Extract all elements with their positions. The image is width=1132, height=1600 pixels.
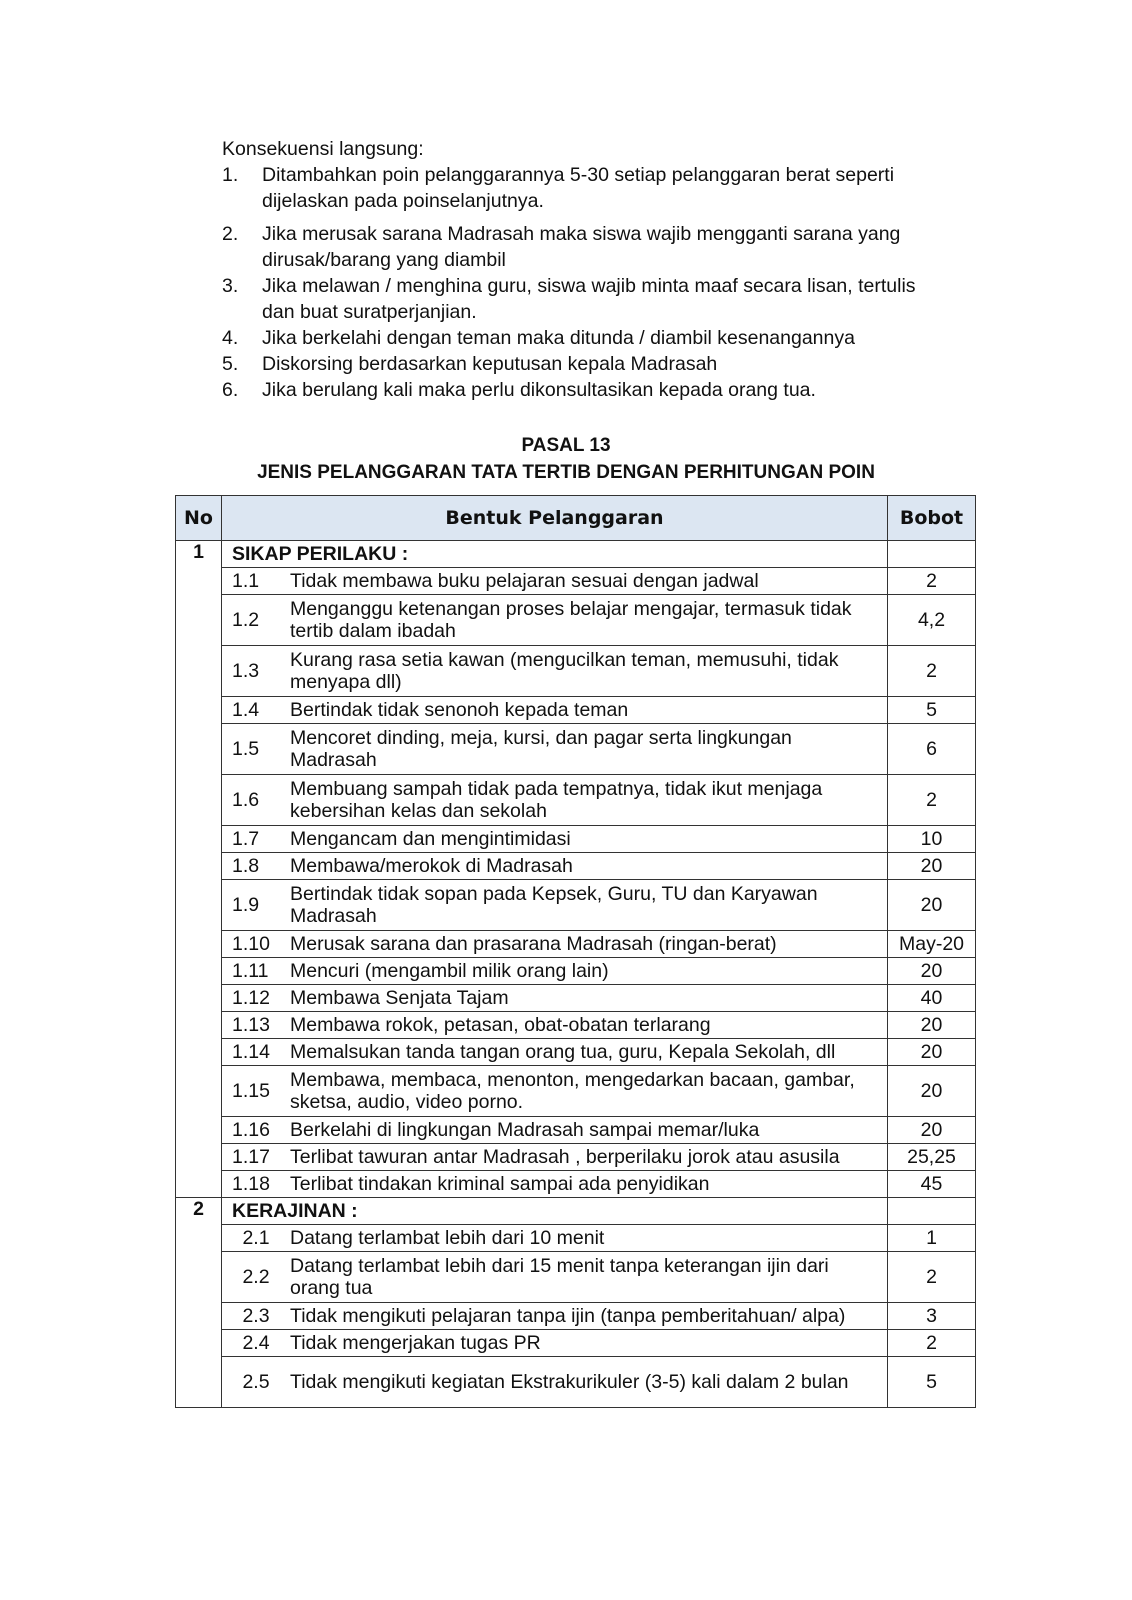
- violation-description: Merusak sarana dan prasarana Madrasah (ringan-berat): [290, 933, 777, 955]
- violation-item: [222, 882, 887, 928]
- violation-weight: 3: [888, 1303, 976, 1330]
- consequence-item: [222, 351, 942, 377]
- violation-cell: [222, 985, 888, 1012]
- consequence-number: 1.: [222, 164, 239, 186]
- violation-weight: 25,25: [888, 1144, 976, 1171]
- violation-weight: 20: [888, 1066, 976, 1117]
- violation-code: 2.2: [242, 1266, 270, 1288]
- consequence-text: Jika merusak sarana Madrasah maka siswa wajib mengganti sarana yang dirusak/barang yang diambil: [262, 223, 901, 271]
- consequence-item: [222, 162, 942, 214]
- violation-cell: [222, 880, 888, 931]
- violation-description: Terlibat tindakan kriminal sampai ada penyidikan: [290, 1173, 710, 1195]
- table-row: [176, 568, 976, 595]
- violation-description: Datang terlambat lebih dari 10 menit: [290, 1227, 605, 1249]
- article-number: PASAL 13: [521, 435, 611, 456]
- violation-weight: 5: [888, 697, 976, 724]
- consequence-item: [222, 377, 942, 403]
- violation-weight: 6: [888, 724, 976, 775]
- table-row: [176, 880, 976, 931]
- group-number: 2: [176, 1198, 222, 1408]
- violation-description: Memalsukan tanda tangan orang tua, guru, Kepala Sekolah, dll: [290, 1041, 836, 1063]
- violation-weight: May-20: [888, 931, 976, 958]
- violation-code: 1.14: [232, 1041, 270, 1063]
- violation-code: 1.6: [232, 789, 260, 811]
- violation-item: [222, 985, 887, 1011]
- violation-description: Membuang sampah tidak pada tempatnya, tidak ikut menjaga kebersihan kelas dan sekolah: [290, 778, 823, 822]
- table-row: [176, 1171, 976, 1198]
- violation-item: [222, 568, 887, 594]
- violation-cell: [222, 1117, 888, 1144]
- table-row: [176, 697, 976, 724]
- violation-code: 1.18: [232, 1173, 270, 1195]
- table-header-row: [176, 496, 976, 541]
- violation-item: [222, 1369, 887, 1395]
- header-violation: Bentuk Pelanggaran: [222, 496, 888, 541]
- violation-description: Bertindak tidak senonoh kepada teman: [290, 699, 629, 721]
- group-header-row: [176, 541, 976, 568]
- table-row: [176, 1303, 976, 1330]
- consequence-number: 2.: [222, 223, 239, 245]
- violation-code: 1.13: [232, 1014, 270, 1036]
- violation-item: [222, 1117, 887, 1143]
- consequence-number: 3.: [222, 275, 239, 297]
- table-row: [176, 1225, 976, 1252]
- violation-code: 1.12: [232, 987, 270, 1009]
- violation-code: 1.9: [232, 894, 260, 916]
- violation-weight: 20: [888, 1039, 976, 1066]
- violation-weight: 1: [888, 1225, 976, 1252]
- violation-weight: 20: [888, 1117, 976, 1144]
- violation-cell: [222, 1039, 888, 1066]
- consequence-item: [222, 273, 942, 325]
- violation-weight: 20: [888, 853, 976, 880]
- violation-description: Mencoret dinding, meja, kursi, dan pagar serta lingkungan Madrasah: [290, 727, 792, 771]
- violation-description: Tidak membawa buku pelajaran sesuai dengan jadwal: [290, 570, 759, 592]
- violation-code: 1.17: [232, 1146, 270, 1168]
- table-row: [176, 646, 976, 697]
- violation-weight: 20: [888, 958, 976, 985]
- violation-cell: [222, 1357, 888, 1408]
- table-row: [176, 958, 976, 985]
- violation-cell: [222, 931, 888, 958]
- consequence-number: 4.: [222, 327, 239, 349]
- violation-code: 1.5: [232, 738, 260, 760]
- violation-item: [222, 1303, 887, 1329]
- table-row: [176, 1012, 976, 1039]
- table-row: [176, 1357, 976, 1408]
- violation-code: 1.3: [232, 660, 260, 682]
- consequence-text: Jika berulang kali maka perlu dikonsultasikan kepada orang tua.: [262, 379, 816, 401]
- consequence-text: Ditambahkan poin pelanggarannya 5-30 setiap pelanggaran berat seperti dijelaskan pada poinselanjutnya.: [262, 164, 895, 212]
- violation-cell: [222, 826, 888, 853]
- violation-description: Membawa Senjata Tajam: [290, 987, 509, 1009]
- violation-item: [222, 958, 887, 984]
- consequence-text: Jika berkelahi dengan teman maka ditunda / diambil kesenangannya: [262, 327, 855, 349]
- violation-item: [222, 597, 887, 643]
- violation-code: 1.10: [232, 933, 270, 955]
- violation-item: [222, 1012, 887, 1038]
- section-heading: [160, 432, 972, 486]
- group-header-row: [176, 1198, 976, 1225]
- violation-item: [222, 931, 887, 957]
- violation-item: [222, 1068, 887, 1114]
- violation-weight: 2: [888, 775, 976, 826]
- violation-cell: [222, 595, 888, 646]
- consequences-section: [222, 136, 942, 403]
- consequence-item: [222, 325, 942, 351]
- violation-cell: [222, 1144, 888, 1171]
- violation-item: [222, 726, 887, 772]
- violation-weight: 2: [888, 1252, 976, 1303]
- header-weight: Bobot: [888, 496, 976, 541]
- table-row: [176, 1330, 976, 1357]
- violation-item: [222, 1254, 887, 1300]
- violation-cell: [222, 568, 888, 595]
- violation-weight: 2: [888, 646, 976, 697]
- violation-cell: [222, 646, 888, 697]
- consequences-list: [222, 162, 942, 403]
- violation-cell: [222, 958, 888, 985]
- table-body: [176, 541, 976, 1408]
- violation-description: Datang terlambat lebih dari 15 menit tanpa keterangan ijin dari orang tua: [290, 1255, 829, 1299]
- violation-weight: 5: [888, 1357, 976, 1408]
- violation-code: 2.4: [242, 1332, 270, 1354]
- violation-code: 2.3: [242, 1305, 270, 1327]
- consequence-text: Diskorsing berdasarkan keputusan kepala Madrasah: [262, 353, 718, 375]
- violation-description: Kurang rasa setia kawan (mengucilkan teman, memusuhi, tidak menyapa dll): [290, 649, 839, 693]
- violation-code: 1.7: [232, 828, 260, 850]
- violation-cell: [222, 1225, 888, 1252]
- table-row: [176, 931, 976, 958]
- violation-weight: 10: [888, 826, 976, 853]
- violation-weight: 40: [888, 985, 976, 1012]
- table-row: [176, 985, 976, 1012]
- violation-code: 1.11: [232, 960, 269, 982]
- violation-code: 1.1: [232, 570, 260, 592]
- violation-item: [222, 648, 887, 694]
- violation-item: [222, 1144, 887, 1170]
- violation-cell: [222, 697, 888, 724]
- violation-cell: [222, 1171, 888, 1198]
- table-row: [176, 1144, 976, 1171]
- violation-cell: [222, 1303, 888, 1330]
- table-row: [176, 595, 976, 646]
- violation-item: [222, 1225, 887, 1251]
- violation-description: Terlibat tawuran antar Madrasah , berperilaku jorok atau asusila: [290, 1146, 840, 1168]
- violation-weight: 20: [888, 880, 976, 931]
- violation-code: 1.2: [232, 609, 260, 631]
- table-row: [176, 826, 976, 853]
- violations-table: [175, 495, 976, 1408]
- table-row: [176, 1117, 976, 1144]
- violation-item: [222, 1171, 887, 1197]
- violation-weight: 20: [888, 1012, 976, 1039]
- violation-cell: [222, 1066, 888, 1117]
- table-row: [176, 775, 976, 826]
- violation-code: 1.15: [232, 1080, 270, 1102]
- table-row: [176, 1039, 976, 1066]
- group-title: KERAJINAN :: [222, 1198, 888, 1225]
- violation-item: [222, 826, 887, 852]
- consequence-text: Jika melawan / menghina guru, siswa wajib minta maaf secara lisan, tertulis dan buat suratperjanjian.: [262, 275, 916, 323]
- violation-description: Berkelahi di lingkungan Madrasah sampai memar/luka: [290, 1119, 760, 1141]
- violation-code: 2.5: [242, 1371, 270, 1393]
- violation-description: Mengancam dan mengintimidasi: [290, 828, 571, 850]
- violation-description: Bertindak tidak sopan pada Kepsek, Guru, TU dan Karyawan Madrasah: [290, 883, 818, 927]
- violation-item: [222, 697, 887, 723]
- group-title: SIKAP PERILAKU :: [222, 541, 888, 568]
- consequences-title: Konsekuensi langsung:: [222, 138, 424, 160]
- consequence-number: 6.: [222, 379, 239, 401]
- violation-description: Mencuri (mengambil milik orang lain): [290, 960, 609, 982]
- violation-cell: [222, 775, 888, 826]
- table-row: [176, 853, 976, 880]
- violation-cell: [222, 1252, 888, 1303]
- violation-description: Membawa, membaca, menonton, mengedarkan bacaan, gambar, sketsa, audio, video porno.: [290, 1069, 855, 1113]
- table-row: [176, 724, 976, 775]
- violation-description: Membawa/merokok di Madrasah: [290, 855, 573, 877]
- violation-description: Tidak mengikuti kegiatan Ekstrakurikuler (3-5) kali dalam 2 bulan: [290, 1371, 849, 1393]
- consequence-item: [222, 221, 942, 273]
- violation-code: 2.1: [242, 1227, 270, 1249]
- violation-item: [222, 853, 887, 879]
- violation-weight: 2: [888, 1330, 976, 1357]
- violation-description: Menganggu ketenangan proses belajar mengajar, termasuk tidak tertib dalam ibadah: [290, 598, 852, 642]
- violation-item: [222, 777, 887, 823]
- table-row: [176, 1066, 976, 1117]
- violation-weight: 4,2: [888, 595, 976, 646]
- violation-cell: [222, 1330, 888, 1357]
- violation-description: Tidak mengikuti pelajaran tanpa ijin (tanpa pemberitahuan/ alpa): [290, 1305, 846, 1327]
- group-weight-empty: [888, 1198, 976, 1225]
- violation-item: [222, 1330, 887, 1356]
- violation-weight: 2: [888, 568, 976, 595]
- violation-description: Membawa rokok, petasan, obat-obatan terlarang: [290, 1014, 711, 1036]
- violation-code: 1.16: [232, 1119, 270, 1141]
- violation-code: 1.8: [232, 855, 260, 877]
- group-number: 1: [176, 541, 222, 1198]
- section-title: JENIS PELANGGARAN TATA TERTIB DENGAN PERHITUNGAN POIN: [257, 462, 875, 483]
- table-row: [176, 1252, 976, 1303]
- violation-item: [222, 1039, 887, 1065]
- group-weight-empty: [888, 541, 976, 568]
- violation-cell: [222, 1012, 888, 1039]
- header-no: No: [176, 496, 222, 541]
- consequence-number: 5.: [222, 353, 239, 375]
- violation-cell: [222, 853, 888, 880]
- violation-weight: 45: [888, 1171, 976, 1198]
- violation-description: Tidak mengerjakan tugas PR: [290, 1332, 541, 1354]
- violation-cell: [222, 724, 888, 775]
- violation-code: 1.4: [232, 699, 260, 721]
